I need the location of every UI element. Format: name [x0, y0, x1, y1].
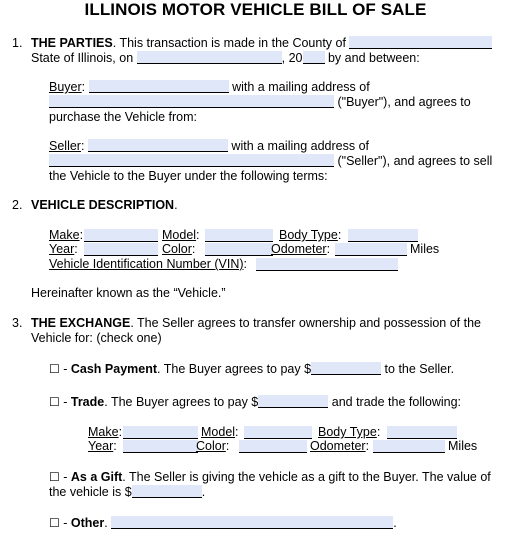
- year-text: Year: [49, 242, 75, 256]
- vehicle-odometer-label: [271, 242, 330, 256]
- buyer-label: Buyer: [49, 80, 82, 94]
- body-type-colon: :: [337, 228, 342, 242]
- trade-make-text: Make: [88, 425, 119, 439]
- exchange-intro: . The Seller agrees to transfer ownership and possession of the: [130, 316, 481, 330]
- trade-make-label: [88, 425, 122, 439]
- section-3-number: 3.: [12, 316, 23, 330]
- trade-color-colon: :: [225, 439, 230, 453]
- buyer-line-2: [49, 95, 471, 109]
- seller-line-1: [49, 139, 369, 153]
- trade-color-label: [196, 439, 229, 453]
- gift-cont: the vehicle is $: [49, 485, 132, 499]
- other-option: [49, 516, 397, 530]
- seller-address-field[interactable]: [49, 154, 334, 167]
- section-1-line-2: [31, 51, 420, 65]
- hereinafter-text: Hereinafter known as the “Vehicle.”: [31, 286, 226, 300]
- trade-year-colon: :: [113, 439, 117, 453]
- section-3-line-1: [31, 316, 481, 330]
- section-1-heading: THE PARTIES: [31, 36, 113, 50]
- seller-line-3: the Vehicle to the Buyer under the following terms:: [49, 169, 328, 183]
- buyer-line-3: purchase the Vehicle from:: [49, 110, 197, 124]
- year-colon: :: [74, 242, 78, 256]
- vin-field[interactable]: [256, 258, 398, 271]
- odometer-field[interactable]: [335, 243, 407, 256]
- make-text: Make: [49, 228, 80, 242]
- parties-intro: . This transaction is made in the County of: [112, 36, 346, 50]
- buyer-colon: :: [81, 80, 86, 94]
- trade-odometer-label: [310, 439, 369, 453]
- odometer-colon: :: [326, 242, 331, 256]
- vehicle-year-field[interactable]: [84, 243, 158, 256]
- body-type-text: Body Type: [279, 228, 338, 242]
- gift-checkbox[interactable]: ☐: [49, 470, 60, 484]
- vin-label: [49, 257, 247, 271]
- seller-mailing-text: with a mailing address of: [231, 139, 369, 153]
- cash-suffix: to the Seller.: [384, 362, 455, 376]
- cash-label: Cash Payment: [70, 362, 158, 376]
- buyer-line-1: [49, 80, 370, 94]
- trade-checkbox[interactable]: ☐: [49, 395, 60, 409]
- seller-suffix: ("Seller"), and agrees to sell: [337, 154, 493, 168]
- date-field[interactable]: [137, 51, 282, 64]
- trade-body-type-label: [318, 425, 380, 439]
- trade-label: Trade: [70, 395, 105, 409]
- section-2-heading: VEHICLE DESCRIPTION: [31, 198, 175, 212]
- between-text: by and between:: [327, 51, 420, 65]
- other-dash: -: [59, 516, 71, 530]
- section-1-number: 1.: [12, 36, 23, 50]
- seller-label: Seller: [49, 139, 81, 153]
- trade-model-label: [201, 425, 239, 439]
- other-period: .: [104, 516, 108, 530]
- other-label: Other: [70, 516, 105, 530]
- cash-amount-field[interactable]: [311, 362, 381, 375]
- odometer-text: Odometer: [271, 242, 327, 256]
- vehicle-body-type-label: [279, 228, 341, 242]
- gift-label: As a Gift: [70, 470, 123, 484]
- cash-dash: -: [59, 362, 71, 376]
- cash-checkbox[interactable]: ☐: [49, 362, 60, 376]
- trade-odometer-field[interactable]: [373, 440, 445, 453]
- gift-value-field[interactable]: [132, 485, 202, 498]
- vehicle-make-label: [49, 228, 83, 242]
- year-field[interactable]: [303, 51, 325, 64]
- section-3-heading: THE EXCHANGE: [31, 316, 131, 330]
- section-2-number: 2.: [12, 198, 23, 212]
- trade-model-text: Model: [201, 425, 236, 439]
- vin-colon: :: [243, 257, 248, 271]
- trade-dash: -: [59, 395, 71, 409]
- cash-payment-option: [49, 362, 454, 376]
- vin-text: Vehicle Identification Number (VIN): [49, 257, 244, 271]
- document-title: ILLINOIS MOTOR VEHICLE BILL OF SALE: [84, 0, 427, 19]
- section-2-period: .: [174, 198, 178, 212]
- buyer-mailing-text: with a mailing address of: [232, 80, 370, 94]
- trade-suffix: and trade the following:: [331, 395, 462, 409]
- trade-option: [49, 395, 461, 409]
- other-checkbox[interactable]: ☐: [49, 516, 60, 530]
- year-prefix: , 20: [281, 51, 303, 65]
- gift-period: .: [201, 485, 206, 499]
- buyer-suffix: ("Buyer"), and agrees to: [337, 95, 471, 109]
- gift-text: . The Seller is giving the vehicle as a gift to the Buyer. The value of: [122, 470, 491, 484]
- trade-body-type-colon: :: [376, 425, 381, 439]
- gift-option: [49, 470, 491, 484]
- trade-text: . The Buyer agrees to pay $: [104, 395, 259, 409]
- section-1-line-1: [31, 36, 492, 50]
- other-field[interactable]: [111, 516, 393, 529]
- trade-model-colon: :: [235, 425, 239, 439]
- make-colon: :: [79, 228, 84, 242]
- trade-miles-label: Miles: [448, 439, 478, 453]
- trade-model-field[interactable]: [244, 426, 312, 439]
- seller-name-field[interactable]: [88, 139, 228, 152]
- color-field[interactable]: [205, 243, 273, 256]
- vehicle-color-label: [162, 242, 195, 256]
- trade-color-field[interactable]: [239, 440, 307, 453]
- vehicle-model-label: [162, 228, 200, 242]
- buyer-address-field[interactable]: [49, 95, 334, 108]
- trade-odometer-colon: :: [365, 439, 370, 453]
- gift-dash: -: [59, 470, 71, 484]
- trade-color-text: Color: [196, 439, 226, 453]
- seller-colon: :: [80, 139, 85, 153]
- other-end-period: .: [393, 516, 397, 530]
- trade-year-field[interactable]: [123, 440, 198, 453]
- trade-body-type-field[interactable]: [387, 426, 457, 439]
- trade-make-field[interactable]: [123, 426, 198, 439]
- model-text: Model: [162, 228, 197, 242]
- county-field[interactable]: [349, 36, 492, 49]
- make-field[interactable]: [84, 229, 158, 242]
- color-colon: :: [191, 242, 196, 256]
- trade-year-label: [88, 439, 117, 453]
- vehicle-year-label: [49, 242, 78, 256]
- trade-make-colon: :: [118, 425, 123, 439]
- model-field[interactable]: [205, 229, 273, 242]
- section-3-line-2: Vehicle for: (check one): [31, 331, 162, 345]
- trade-amount-field[interactable]: [258, 395, 328, 408]
- cash-text: . The Buyer agrees to pay $: [157, 362, 312, 376]
- gift-line-2: [49, 485, 205, 499]
- buyer-name-field[interactable]: [89, 80, 229, 93]
- color-text: Color: [162, 242, 192, 256]
- body-type-field[interactable]: [348, 229, 418, 242]
- miles-label: Miles: [410, 242, 440, 256]
- trade-odometer-text: Odometer: [310, 439, 366, 453]
- seller-line-2: [49, 154, 492, 168]
- trade-body-type-text: Body Type: [318, 425, 377, 439]
- model-colon: :: [196, 228, 200, 242]
- section-2-heading-line: [31, 198, 178, 212]
- trade-year-text: Year: [88, 439, 114, 453]
- state-text: State of Illinois, on: [31, 51, 134, 65]
